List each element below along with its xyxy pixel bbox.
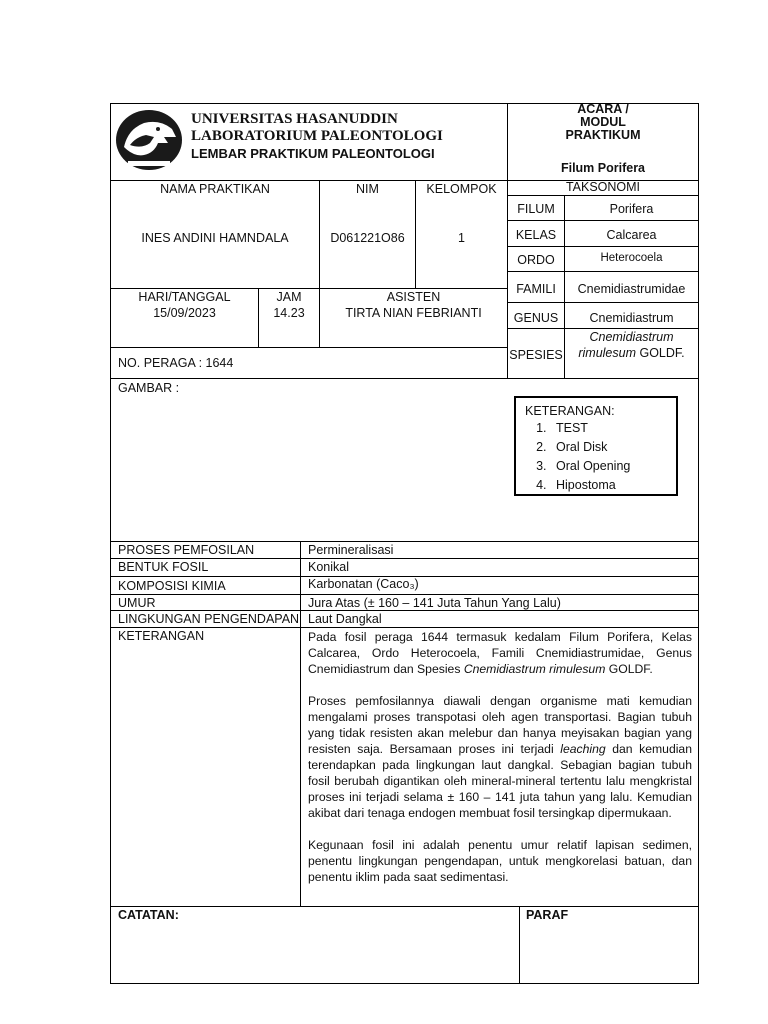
- nama-value: INES ANDINI HAMNDALA: [141, 231, 289, 245]
- umur-label: UMUR: [118, 596, 156, 610]
- ordo-value: Heterocoela: [600, 252, 663, 264]
- keterangan-legend-title: KETERANGAN:: [525, 404, 615, 418]
- lab-name: LABORATORIUM PALEONTOLOGI: [191, 128, 443, 144]
- lingkungan-label: LINGKUNGAN PENGENDAPAN: [118, 612, 300, 626]
- lingkungan-value: Laut Dangkal: [308, 612, 382, 626]
- legend-item-3: 3. Oral Opening: [550, 457, 676, 476]
- keterangan-paragraph-3: Kegunaan fosil ini adalah penentu umur relatif lapisan sedimen, penentu lingkungan pengendapan, untuk mengkorelasi batuan, dan penentu iklim pada saat sedimentasi.: [308, 838, 692, 884]
- keterangan-legend: [514, 396, 678, 496]
- p2-text: Proses pemfosilannya diawali dengan organisme mati kemudian mengalami proses transpotasi oleh agen transportasi. Bagian tubuh yang tidak resisten akan melebur dan hanya meyisakan bagian yang resisten saja. Bersamaan proses ini terjadi: [308, 694, 692, 756]
- proses-label: PROSES PEMFOSILAN: [118, 543, 255, 557]
- gambar-label: GAMBAR :: [118, 381, 180, 395]
- famili-value: Cnemidiastrumidae: [577, 282, 686, 296]
- p1-author: GOLDF.: [605, 662, 653, 676]
- nim-value: D061221O86: [330, 231, 405, 245]
- spesies-value: [568, 329, 695, 361]
- spesies-label: SPESIES: [509, 348, 563, 362]
- spesies-name: Cnemidiastrum rimulesum: [578, 330, 674, 360]
- keterangan-paragraph-2: [308, 693, 692, 821]
- acara-line-3: PRAKTIKUM: [565, 128, 641, 142]
- keterangan-text: [308, 629, 692, 885]
- komposisi-value: Karbonatan (Caco₃): [308, 577, 419, 591]
- acara-label: [508, 103, 698, 142]
- hari-value: 15/09/2023: [153, 306, 216, 320]
- kelas-label: KELAS: [515, 228, 557, 242]
- nim-label: NIM: [356, 182, 379, 196]
- keterangan-legend-list: [516, 419, 676, 495]
- catatan-label: CATATAN:: [118, 908, 179, 922]
- p1-species: Cnemidiastrum rimulesum: [463, 662, 606, 676]
- bentuk-value: Konikal: [308, 560, 349, 574]
- acara-line-2: MODUL: [580, 115, 626, 129]
- asisten-value: TIRTA NIAN FEBRIANTI: [345, 306, 482, 320]
- p1-text: Pada fosil peraga 1644 termasuk kedalam Filum Porifera, Kelas Calcarea, Ordo Heterocoela, Famili Cnemidiastrumidae, Genus Cnemidiastrum dan Spesies: [308, 630, 692, 676]
- komposisi-label: KOMPOSISI KIMIA: [118, 579, 226, 593]
- keterangan-label: KETERANGAN: [118, 629, 205, 643]
- famili-label: FAMILI: [516, 282, 556, 296]
- legend-item-1: 1. TEST: [550, 419, 676, 438]
- nama-label: NAMA PRAKTIKAN: [160, 182, 270, 196]
- legend-item-2: 2. Oral Disk: [550, 438, 676, 457]
- acara-line-1: ACARA /: [577, 102, 629, 116]
- genus-value: Cnemidiastrum: [589, 311, 674, 325]
- keterangan-paragraph-1: [308, 629, 692, 677]
- genus-label: GENUS: [513, 311, 559, 325]
- umur-value: Jura Atas (± 160 – 141 Juta Tahun Yang Lalu): [308, 596, 561, 610]
- proses-value: Permineralisasi: [308, 543, 394, 557]
- asisten-label: ASISTEN: [386, 290, 441, 304]
- taksonomi-title: TAKSONOMI: [565, 180, 641, 194]
- filum-label: FILUM: [517, 202, 555, 216]
- paraf-label: PARAF: [526, 908, 569, 922]
- jam-value: 14.23: [273, 306, 305, 320]
- spesies-author: GOLDF.: [639, 346, 685, 360]
- ordo-label: ORDO: [517, 253, 555, 267]
- hari-label: HARI/TANGGAL: [138, 290, 231, 304]
- bentuk-label: BENTUK FOSIL: [118, 560, 209, 574]
- kelompok-value: 1: [458, 231, 465, 245]
- filum-title: Filum Porifera: [560, 161, 646, 175]
- lab-logo: [114, 107, 184, 175]
- p2-text-end: dan kemudian terendapkan pada lingkungan laut dangkal. Sebagian bagian tubuh fosil berubah digantikan oleh mineral-mineral tertentu lalu mengkristal proses ini terjadi selama ± 160 – 141 juta tahun yang lalu. Kemudian akibat dari tenaga endogen membuat fosil tersingkap dipermukaan.: [308, 742, 692, 820]
- jam-label: JAM: [276, 290, 302, 304]
- kelompok-label: KELOMPOK: [426, 182, 497, 196]
- legend-item-4: 4. Hipostoma: [550, 476, 676, 495]
- peraga-number: NO. PERAGA : 1644: [118, 356, 234, 370]
- university-name: UNIVERSITAS HASANUDDIN: [191, 111, 398, 127]
- sheet-title: LEMBAR PRAKTIKUM PALEONTOLOGI: [191, 146, 435, 161]
- kelas-value: Calcarea: [606, 228, 657, 242]
- p2-leaching: leaching: [560, 742, 606, 756]
- filum-value: Porifera: [609, 202, 654, 216]
